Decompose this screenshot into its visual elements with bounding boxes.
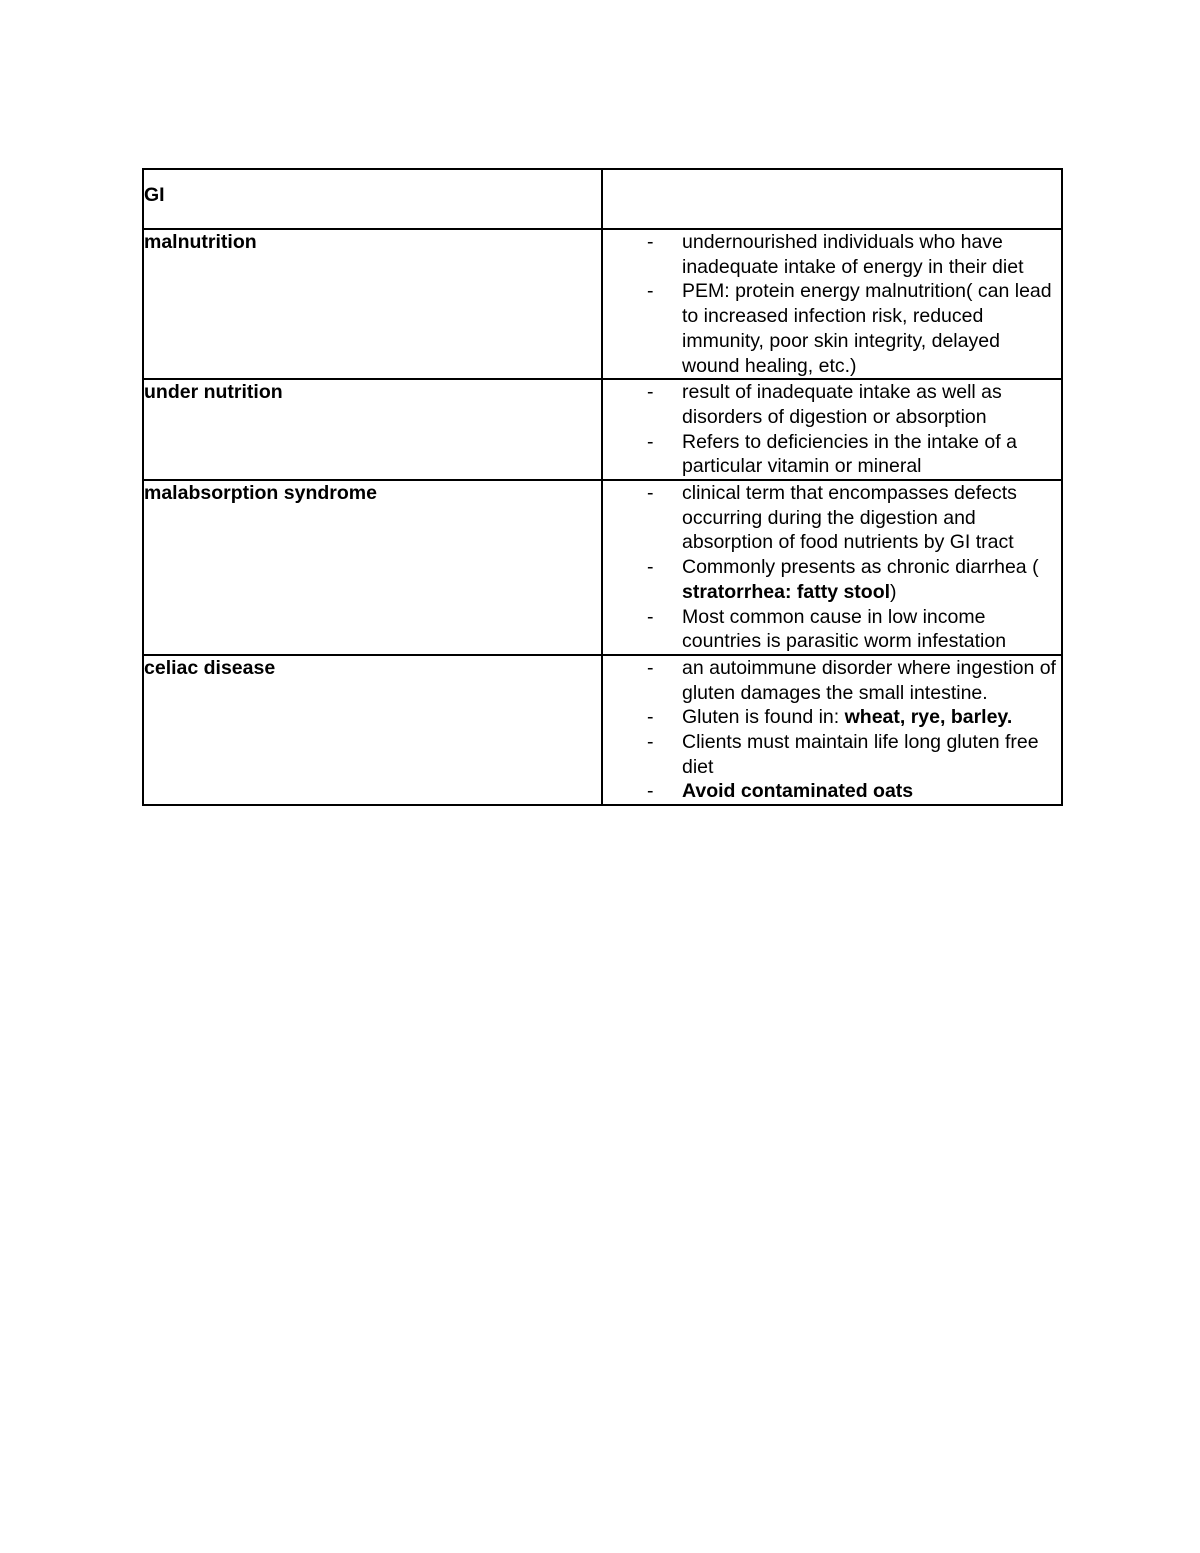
term-cell: celiac disease (143, 655, 602, 805)
definition-item (603, 779, 1061, 804)
definition-item (603, 705, 1061, 730)
table-header-row (143, 169, 1062, 229)
definition-item (603, 605, 1061, 654)
emphasized-text: stratorrhea: fatty stool (682, 580, 891, 603)
dash-bullet-icon: - (647, 731, 654, 754)
dash-bullet-icon: - (647, 656, 654, 679)
notes-table-body (143, 169, 1062, 805)
definition-item (603, 481, 1061, 555)
definition-text: Most common cause in low income countries is parasitic worm infestation (682, 605, 1007, 653)
dash-bullet-icon: - (647, 280, 654, 303)
header-cell-topic: GI (143, 169, 602, 229)
definition-list (603, 380, 1061, 479)
header-cell-empty (602, 169, 1062, 229)
definition-item (603, 656, 1061, 705)
dash-bullet-icon: - (647, 706, 654, 729)
table-row (143, 229, 1062, 379)
definition-item (603, 430, 1061, 479)
definition-text: Refers to deficiencies in the intake of a particular vitamin or mineral (682, 430, 1017, 478)
definition-text: an autoimmune disorder where ingestion of gluten damages the small intestine. (682, 656, 1056, 704)
definition-text: result of inadequate intake as well as disorders of digestion or absorption (682, 381, 1002, 428)
notes-table (142, 168, 1063, 806)
term-cell: malnutrition (143, 229, 602, 379)
definition-text: ) (890, 580, 897, 603)
definition-text: PEM: protein energy malnutrition( can lead to increased infection risk, reduced immunity, poor skin integrity, delayed wound healing, etc.) (682, 280, 1052, 377)
definition-item (603, 730, 1061, 779)
definition-text: Clients must maintain life long gluten free diet (682, 731, 1039, 778)
table-row (143, 480, 1062, 655)
definition-list (603, 656, 1061, 804)
definition-text: clinical term that encompasses defects occurring during the digestion and absorption of food nutrients by GI tract (682, 482, 1017, 554)
definition-cell (602, 655, 1062, 805)
dash-bullet-icon: - (647, 556, 654, 579)
definition-list (603, 481, 1061, 654)
definition-item (603, 279, 1061, 378)
definition-text: undernourished individuals who have inadequate intake of energy in their diet (682, 231, 1024, 278)
dash-bullet-icon: - (647, 231, 654, 253)
definition-cell (602, 480, 1062, 655)
emphasized-text: wheat, rye, barley. (844, 706, 1013, 729)
table-row (143, 379, 1062, 480)
definition-cell (602, 229, 1062, 379)
term-cell: under nutrition (143, 379, 602, 480)
definition-list (603, 230, 1061, 378)
dash-bullet-icon: - (647, 430, 654, 453)
definition-cell (602, 379, 1062, 480)
definition-text: Gluten is found in: (682, 706, 845, 729)
definition-item (603, 555, 1061, 604)
definition-item (603, 380, 1061, 429)
definition-text: Commonly presents as chronic diarrhea ( (682, 556, 1039, 579)
term-cell: malabsorption syndrome (143, 480, 602, 655)
dash-bullet-icon: - (647, 605, 654, 628)
dash-bullet-icon: - (647, 482, 654, 505)
table-row (143, 655, 1062, 805)
dash-bullet-icon: - (647, 381, 654, 404)
emphasized-text: Avoid contaminated oats (682, 780, 914, 803)
dash-bullet-icon: - (647, 780, 654, 803)
definition-item (603, 230, 1061, 279)
